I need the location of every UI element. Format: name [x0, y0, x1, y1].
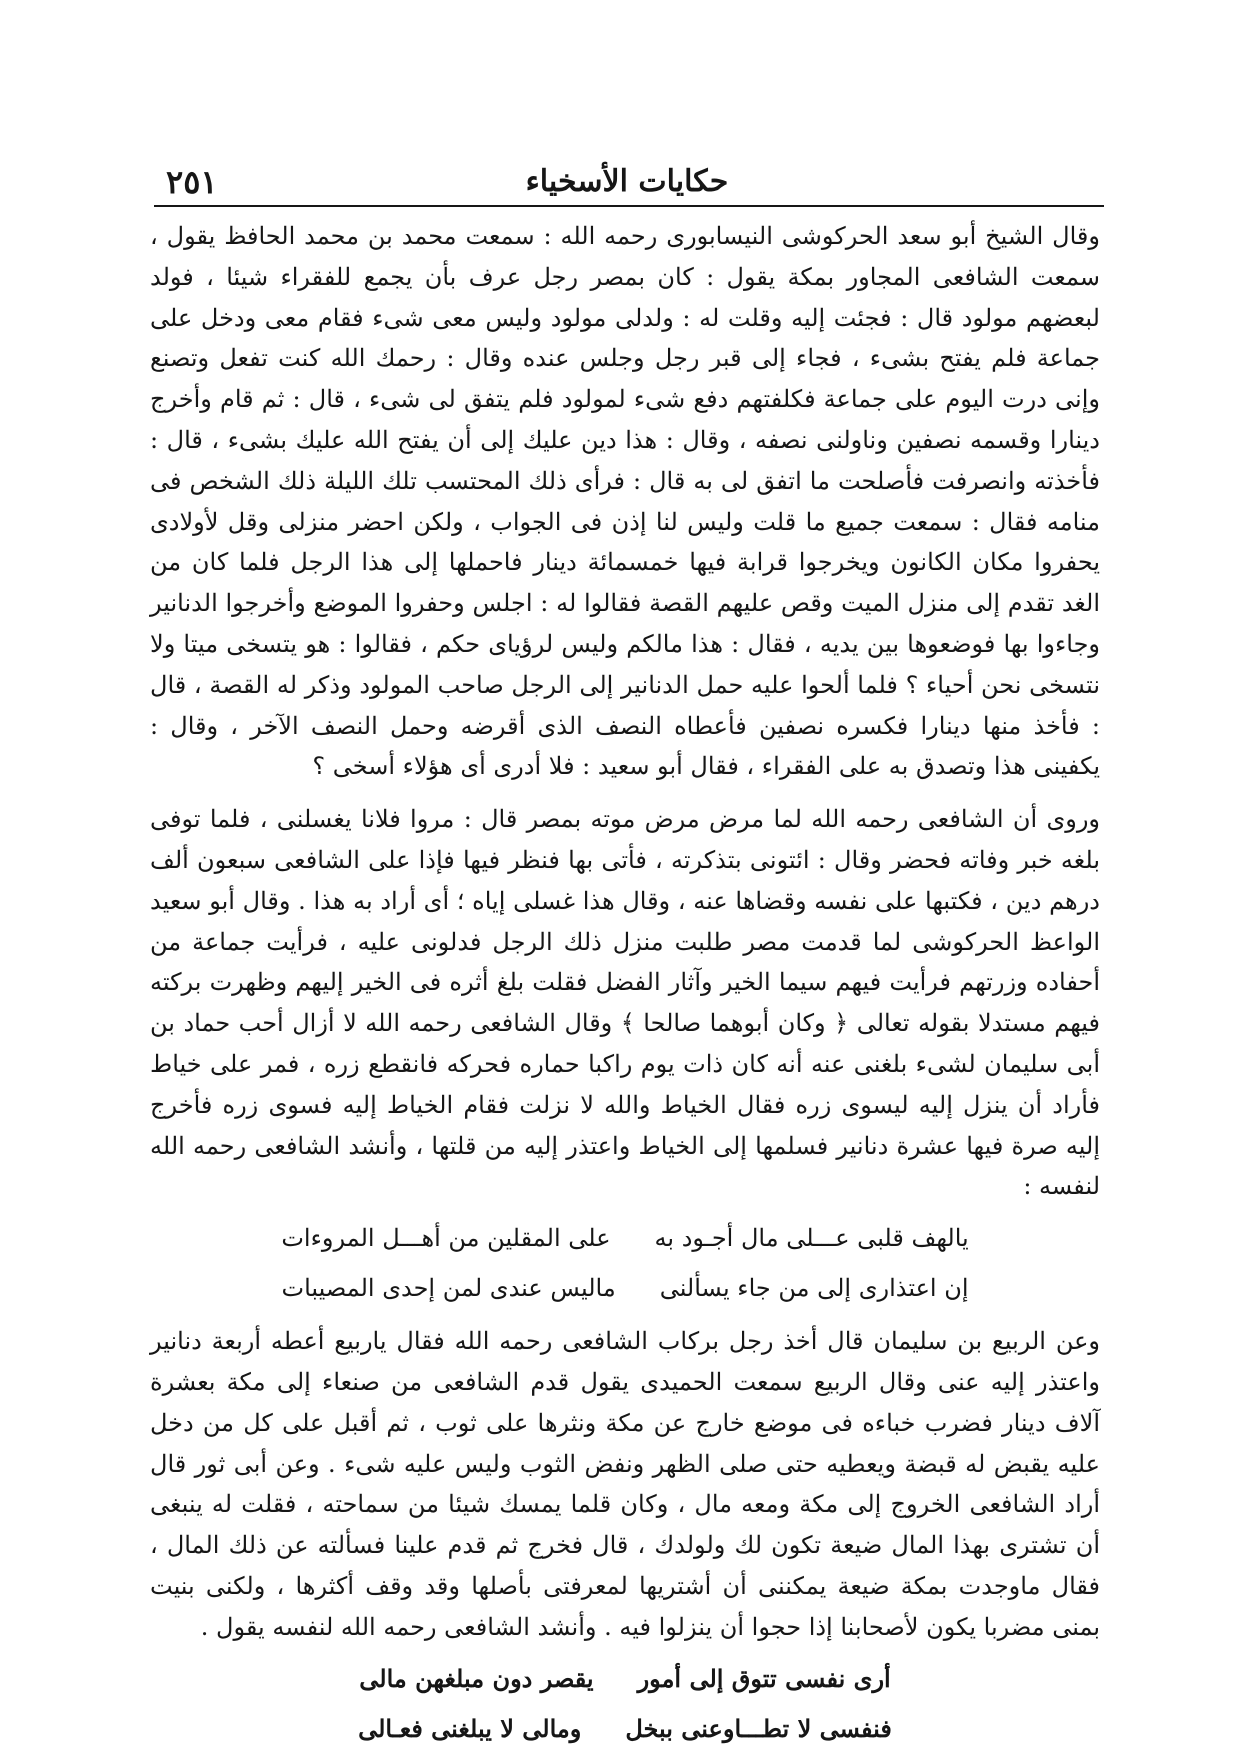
page-number: ٢٥١ — [166, 163, 218, 201]
verse-hemistich: ومالى لا يبلغنى فعـالى — [358, 1713, 582, 1743]
running-title: حكايات الأسخياء — [525, 164, 729, 199]
paragraph-2: وروى أن الشافعى رحمه الله لما مرض مرض موته بمصر قال : مروا فلانا يغسلنى ، فلما توفى بلغه خبر وفاته فحضر وقال : ائتونى بتذكرته ، فأتى بها فنظر فيها فإذا على الشافعى سبعون ألف درهم دين ، فكتبها على نفسه وقضاها عنه ، وقال هذا غسلى إياه ؛ أى أراد به هذا . وقال أبو سعيد الواعظ الحركوشى لما قدمت مصر طلبت منزل ذلك الرجل فدلونى عليه ، فرأيت جماعة من أحفاده وزرتهم فرأيت فيهم سيما الخير وآثار الفضل فقلت بلغ أثره فى الخير إليهم وظهرت بركته فيهم مستدلا بقوله تعالى ﴿ وكان أبوهما صالحا ﴾ وقال الشافعى رحمه الله لا أزال أحب حماد بن أبى سليمان لشىء بلغنى عنه أنه كان ذات يوم راكبا حماره فحركه فانقطع زره ، فمر على خياط فأراد أن ينزل إليه ليسوى زره فقال الخياط والله لا نزلت فقام الخياط إليه فسوى زره فأخرج إليه صرة فيها عشرة دنانير فسلمها إلى الخياط واعتذر إليه من قلتها ، وأنشد الشافعى رحمه الله لنفسه : — [150, 805, 1101, 1201]
poem-1 — [150, 1213, 1100, 1313]
page-body — [150, 216, 1100, 1758]
verse-line — [150, 1263, 1100, 1313]
verse-hemistich: إن اعتذارى إلى من جاء يسألنى — [659, 1274, 969, 1303]
verse-hemistich: فنفسى لا تطـــاوعنى ببخل — [625, 1713, 892, 1743]
paragraph-1: وقال الشيخ أبو سعد الحركوشى النيسابورى رحمه الله : سمعت محمد بن محمد الحافظ يقول ، سمعت الشافعى المجاور بمكة يقول : كان بمصر رجل عرف بأن يجمع للفقراء شيئا ، فولد لبعضهم مولود قال : فجئت إليه وقلت له : ولدلى مولود وليس معى شىء فقام معى ودخل على جماعة فلم يفتح بشىء ، فجاء إلى قبر رجل وجلس عنده وقال : رحمك الله كنت تفعل وتصنع وإنى درت اليوم على جماعة فكلفتهم دفع شىء لمولود فلم يتفق لى شىء ، قال : ثم قام وأخرج دينارا وقسمه نصفين وناولنى نصفه ، وقال : هذا دين عليك إلى أن يفتح الله عليك بشىء ، قال : فأخذته وانصرفت فأصلحت ما اتفق لى به قال : فرأى ذلك المحتسب تلك الليلة ذلك الشخص فى منامه فقال : سمعت جميع ما قلت وليس لنا إذن فى الجواب ، ولكن احضر منزلى وقل لأولادى يحفروا مكان الكانون ويخرجوا قرابة فيها خمسمائة دينار فاحملها إلى هذا الرجل فلما كان من الغد تقدم إلى منزل الميت وقص عليهم القصة فقالوا له : اجلس وحفروا الموضع وأخرجوا الدنانير وجاءوا بها فوضعوها بين يديه ، فقال : هذا مالكم وليس لرؤياى حكم ، فقالوا : هو يتسخى ميتا ولا نتسخى نحن أحياء ؟ فلما ألحوا عليه حمل الدنانير إلى الرجل صاحب المولود وذكر له القصة ، قال : فأخذ منها دينارا فكسره نصفين فأعطاه النصف الذى أقرضه وحمل النصف الآخر ، وقال : يكفينى هذا وتصدق به على الفقراء ، فقال أبو سعيد : فلا أدرى أى هؤلاء أسخى ؟ — [150, 222, 1100, 781]
header-rule — [154, 205, 1104, 207]
verse-hemistich: على المقلين من أهـــل المروءات — [281, 1224, 611, 1253]
verse-hemistich: يقصر دون مبلغهن مالى — [359, 1663, 594, 1693]
verse-hemistich: أرى نفسى تتوق إلى أمور — [637, 1663, 891, 1693]
verse-hemistich: يالهف قلبى عـــلى مال أجـود به — [654, 1224, 969, 1253]
verse-line — [150, 1213, 1100, 1263]
verse-line — [150, 1654, 1100, 1704]
verse-hemistich: ماليس عندى لمن إحدى المصيبات — [281, 1274, 616, 1303]
poem-2 — [150, 1654, 1100, 1754]
paragraph-3: وعن الربيع بن سليمان قال أخذ رجل بركاب الشافعى رحمه الله فقال ياربيع أعطه أربعة دنانير واعتذر إليه عنى وقال الربيع سمعت الحميدى يقول قدم الشافعى من صنعاء إلى مكة بعشرة آلاف دينار فضرب خباءه فى موضع خارج عن مكة ونثرها على ثوب ، ثم أقبل على كل من دخل عليه يقبض له قبضة ويعطيه حتى صلى الظهر ونفض الثوب وليس عليه شىء . وعن أبى ثور قال أراد الشافعى الخروج إلى مكة ومعه مال ، وكان قلما يمسك شيئا من سماحته ، فقلت له ينبغى أن تشترى بهذا المال ضيعة تكون لك ولولدك ، قال فخرج ثم قدم علينا فسألته عن ذلك المال ، فقال ماوجدت بمكة ضيعة يمكننى أن أشتريها لمعرفتى بأصلها وقد وقف أكثرها ، ولكنى بنيت بمنى مضربا يكون لأصحابنا إذا حجوا أن ينزلوا فيه . وأنشد الشافعى رحمه الله لنفسه يقول . — [150, 1327, 1100, 1641]
verse-line — [150, 1704, 1100, 1754]
running-header — [158, 160, 1096, 204]
